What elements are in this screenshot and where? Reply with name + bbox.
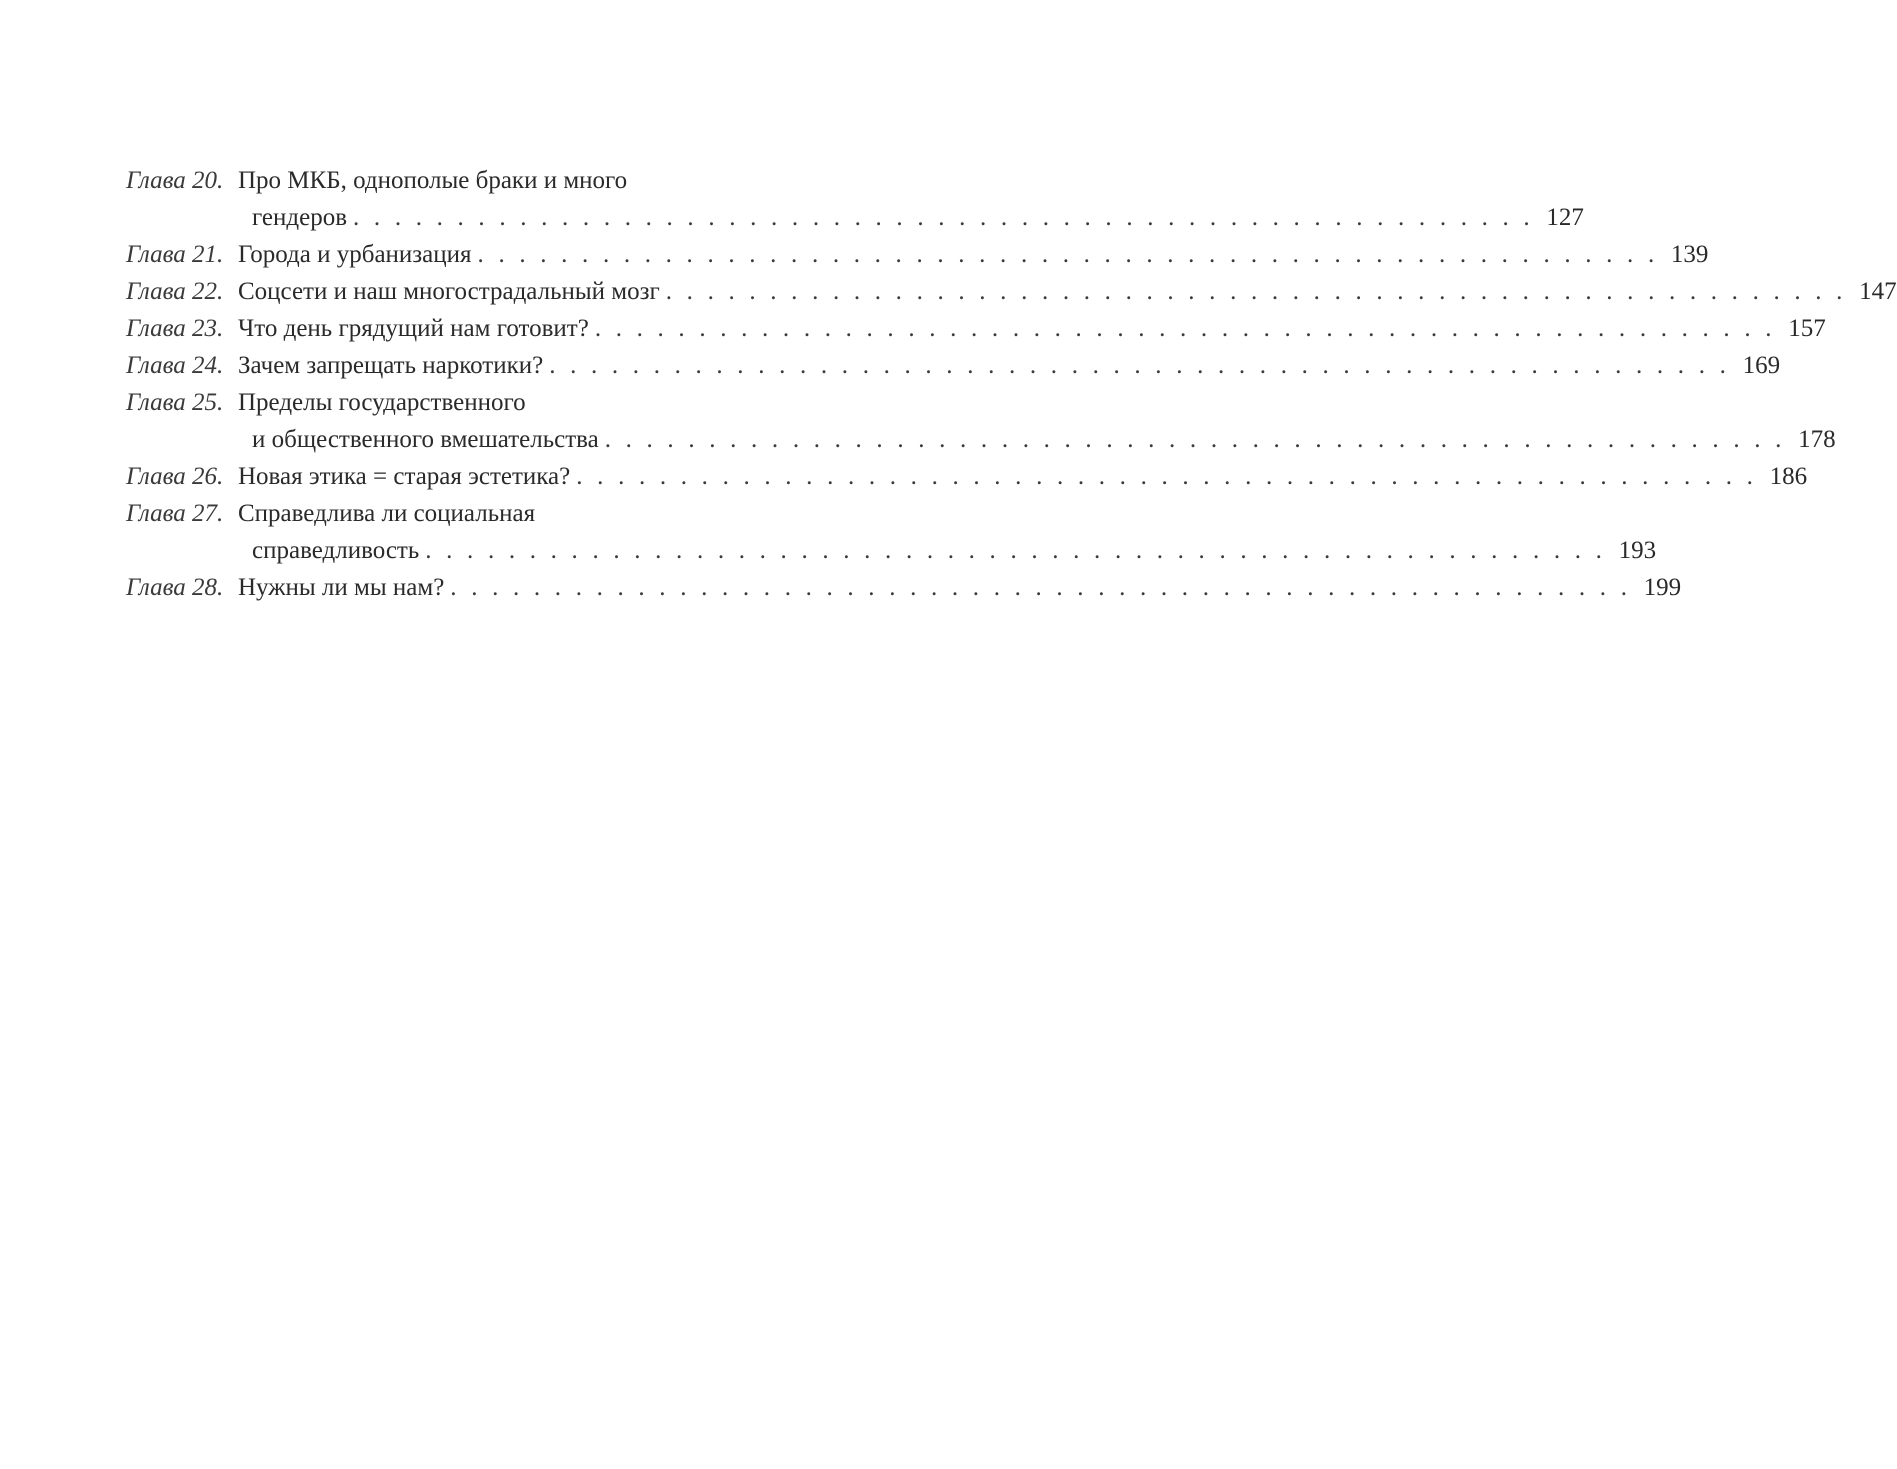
chapter-title-text: Города и урбанизация xyxy=(238,241,472,268)
page-number: 199 xyxy=(1643,574,1682,601)
chapter-title-line: Про МКБ, однополые браки и много xyxy=(238,167,628,194)
chapter-title-block xyxy=(238,569,1682,606)
page-number: 169 xyxy=(1742,352,1781,379)
chapter-title-block xyxy=(238,495,1657,569)
chapter-title-text: Соцсети и наш многострадальный мозг xyxy=(238,278,660,305)
dot-leader: . . . . . . . . . . . . . . . . . . . . . . . . . . . . . . . . . . . . . . . . . . . . . . . . . . . . . . . . . xyxy=(353,204,1534,231)
dot-leader: . . . . . . . . . . . . . . . . . . . . . . . . . . . . . . . . . . . . . . . . . . . . . . . . . . . . . . . . . xyxy=(665,278,1847,305)
chapter-title-final-line xyxy=(238,569,1682,606)
chapter-title-block xyxy=(238,236,1709,273)
toc-entry[interactable] xyxy=(126,273,1897,310)
chapter-title-text: Новая этика = старая эстетика? xyxy=(238,463,571,490)
toc-entry[interactable] xyxy=(126,384,1836,458)
chapter-title-final-line xyxy=(238,310,1826,347)
dot-leader: . . . . . . . . . . . . . . . . . . . . . . . . . . . . . . . . . . . . . . . . . . . . . . . . . . . . . . . . . xyxy=(425,537,1607,564)
toc-entry[interactable] xyxy=(126,569,1682,606)
page-number: 157 xyxy=(1788,315,1826,342)
table-of-contents xyxy=(126,162,1897,606)
chapter-label: Глава 24. xyxy=(126,352,224,379)
chapter-title-text: Нужны ли мы нам? xyxy=(238,574,445,601)
chapter-title-text: Зачем запрещать наркотики? xyxy=(238,352,544,379)
chapter-title-final-line xyxy=(238,532,1657,569)
dot-leader: . . . . . . . . . . . . . . . . . . . . . . . . . . . . . . . . . . . . . . . . . . . . . . . . . . . . . . . . . xyxy=(549,352,1731,379)
toc-entry[interactable] xyxy=(126,162,1584,236)
chapter-title-final-line xyxy=(238,199,1584,236)
chapter-title-final-line xyxy=(238,347,1781,384)
chapter-label: Глава 28. xyxy=(126,574,224,601)
chapter-title-text: гендеров xyxy=(252,204,348,231)
chapter-title-block xyxy=(238,458,1808,495)
dot-leader: . . . . . . . . . . . . . . . . . . . . . . . . . . . . . . . . . . . . . . . . . . . . . . . . . . . . . . . . . xyxy=(604,426,1786,453)
chapter-title-text: справедливость xyxy=(252,537,420,564)
chapter-label: Глава 25. xyxy=(126,389,224,416)
toc-entry[interactable] xyxy=(126,347,1781,384)
chapter-label: Глава 23. xyxy=(126,315,224,342)
chapter-label: Глава 21. xyxy=(126,241,224,268)
chapter-title-final-line xyxy=(238,273,1897,310)
chapter-title-block xyxy=(238,310,1826,347)
page-number: 186 xyxy=(1769,463,1808,490)
chapter-title-line: Пределы государственного xyxy=(238,389,526,416)
chapter-title-final-line xyxy=(238,236,1709,273)
chapter-title-block xyxy=(238,273,1897,310)
chapter-title-block xyxy=(238,347,1781,384)
page-number: 178 xyxy=(1798,426,1836,453)
chapter-title-line: Справедлива ли социальная xyxy=(238,500,536,527)
chapter-title-block xyxy=(238,162,1584,236)
chapter-title-text: Что день грядущий нам готовит? xyxy=(238,315,589,342)
dot-leader: . . . . . . . . . . . . . . . . . . . . . . . . . . . . . . . . . . . . . . . . . . . . . . . . . . . . . . . . . xyxy=(594,315,1776,342)
chapter-label: Глава 20. xyxy=(126,167,224,194)
toc-entry[interactable] xyxy=(126,310,1826,347)
chapter-label: Глава 22. xyxy=(126,278,224,305)
page-number: 193 xyxy=(1618,537,1657,564)
dot-leader: . . . . . . . . . . . . . . . . . . . . . . . . . . . . . . . . . . . . . . . . . . . . . . . . . . . . . . . . . xyxy=(576,463,1758,490)
page-number: 147 xyxy=(1859,278,1897,305)
chapter-label: Глава 26. xyxy=(126,463,224,490)
toc-entry[interactable] xyxy=(126,458,1808,495)
toc-entry[interactable] xyxy=(126,495,1657,569)
chapter-label: Глава 27. xyxy=(126,500,224,527)
chapter-title-final-line xyxy=(238,458,1808,495)
chapter-title-text: и общественного вмешательства xyxy=(252,426,599,453)
page-number: 127 xyxy=(1546,204,1584,231)
chapter-title-final-line xyxy=(238,421,1836,458)
page-number: 139 xyxy=(1670,241,1709,268)
dot-leader: . . . . . . . . . . . . . . . . . . . . . . . . . . . . . . . . . . . . . . . . . . . . . . . . . . . . . . . . . xyxy=(477,241,1659,268)
dot-leader: . . . . . . . . . . . . . . . . . . . . . . . . . . . . . . . . . . . . . . . . . . . . . . . . . . . . . . . . . xyxy=(450,574,1632,601)
chapter-title-block xyxy=(238,384,1836,458)
toc-entry[interactable] xyxy=(126,236,1709,273)
